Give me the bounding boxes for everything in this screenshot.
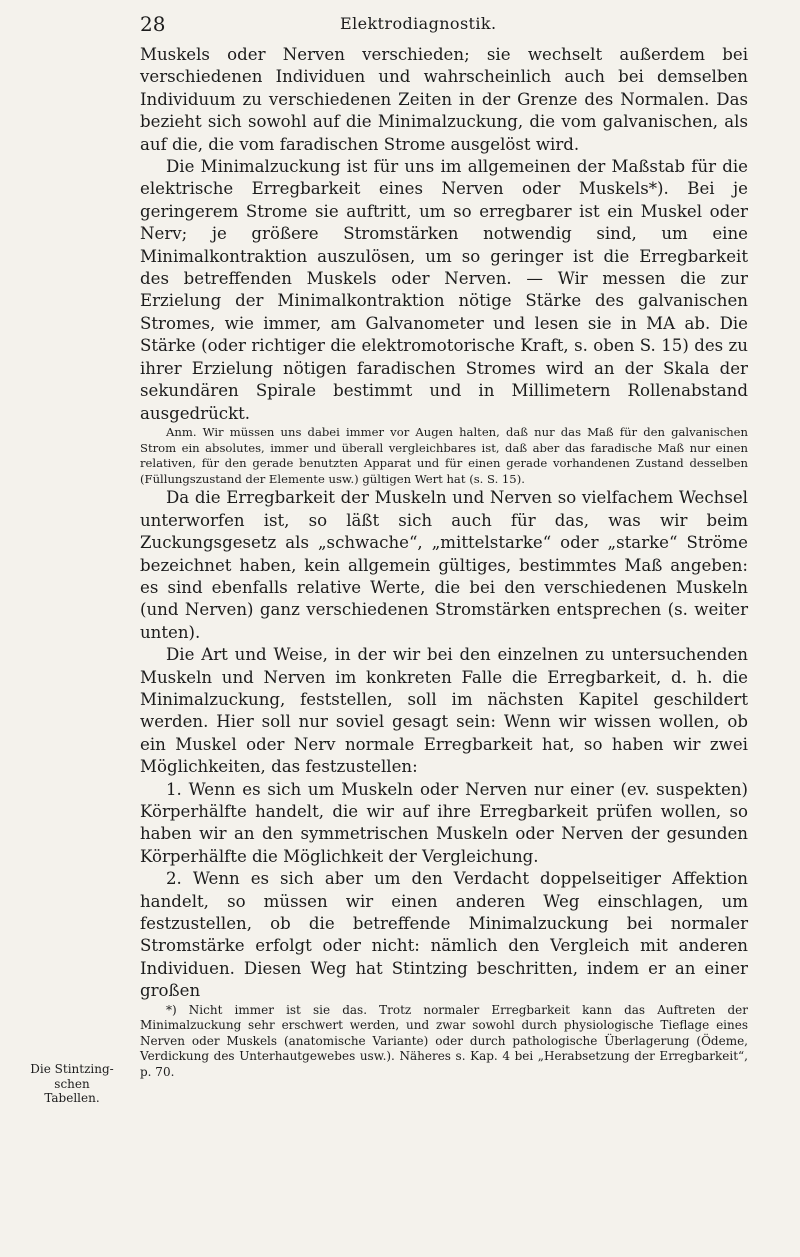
paragraph-2: Die Minimalzuckung ist für uns im allgemeinen der Maßstab für die elektrische Erregbarkeit eines Nerven oder Muskels*). Bei je geringerem Strome sie auftritt, um so erregbarer ist ein Muskel oder Nerv; je größere Stromstärken notwendig sind, um eine Minimalkontraktion auszulösen, um so geringer ist die Erregbarkeit des betreffenden Muskels oder Nerven. — Wir messen die zur Erzielung der Minimalkontraktion nötige Stärke des galvanischen Stromes, wie immer, am Galvanometer und lesen sie in MA ab. Die Stärke (oder richtiger die elektromotorische Kraft, s. oben S. 15) des zu ihrer Erzielung nötigen faradischen Stromes wird an der Skala der sekundären Spirale bestimmt und in Millimetern Rollenabstand ausgedrückt. — [140, 157, 748, 423]
margin-note: Die Stintzing-schen Tabellen. — [30, 1062, 114, 1106]
paragraph-5: 1. Wenn es sich um Muskeln oder Nerven nur einer (ev. suspekten) Körperhälfte handelt, die wir auf ihre Erregbarkeit prüfen wollen, so haben wir an den symmetrischen Muskeln oder Nerven der gesunden Körperhälfte die Möglichkeit der Vergleichung. — [140, 779, 748, 866]
annotation-note: Anm. Wir müssen uns dabei immer vor Augen halten, daß nur das Maß für den galvanischen Strom ein absolutes, immer und überall vergleichbares ist, daß aber das faradische Maß nur einen relativen, für den gerade benutzten Apparat und für einen gerade vorhandenen Zustand desselben (Füllungszustand der Elemente usw.) gültigen Wert hat (s. S. 15). — [140, 424, 748, 486]
paragraph-3: Da die Erregbarkeit der Muskeln und Nerven so vielfachem Wechsel unterworfen ist, so läßt sich auch für das, was wir beim Zuckungsgesetz als „schwache“, „mittelstarke“ oder „starke“ Ströme bezeichnet haben, kein allgemein gültiges, bestimmtes Maß angeben: es sind ebenfalls relative Werte, die bei den verschiedenen Muskeln (und Nerven) ganz verschiedenen Stromstärken entsprechen (s. weiter unten). — [140, 488, 748, 642]
footnote: *) Nicht immer ist sie das. Trotz normaler Erregbarkeit kann das Auftreten der Minimalzuckung sehr erschwert werden, und zwar sowohl durch physiologische Tieflage eines Nerven oder Muskels (anatomische Variante) oder durch pathologische Überlagerung (Ödeme, Verdickung des Unterhautgewebes usw.). Näheres s. Kap. 4 bei „Herabsetzung der Erregbarkeit“, p. 70. — [140, 1002, 748, 1079]
running-title: Elektrodiagnostik. — [340, 14, 497, 33]
main-text — [140, 44, 748, 1080]
paragraph-4: Die Art und Weise, in der wir bei den einzelnen zu untersuchenden Muskeln und Nerven im konkreten Falle die Erregbarkeit, d. h. die Minimalzuckung, feststellen, soll im nächsten Kapitel geschildert werden. Hier soll nur soviel gesagt sein: Wenn wir wissen wollen, ob ein Muskel oder Nerv normale Erregbarkeit hat, so haben wir zwei Möglichkeiten, das festzustellen: — [140, 645, 748, 777]
paragraph-6: 2. Wenn es sich aber um den Verdacht doppelseitiger Affektion handelt, so müssen wir einen anderen Weg einschlagen, um festzustellen, ob die betreffende Minimalzuckung bei normaler Stromstärke erfolgt oder nicht: nämlich den Vergleich mit anderen Individuen. Diesen Weg hat Stintzing beschritten, indem er an einer großen — [140, 869, 748, 1001]
paragraph-1: Muskels oder Nerven verschieden; sie wechselt außerdem bei verschiedenen Individuen und wahrscheinlich auch bei demselben Individuum zu verschiedenen Zeiten in der Grenze des Normalen. Das bezieht sich sowohl auf die Minimalzuckung, die vom galvanischen, als auf die, die vom faradischen Strome ausgelöst wird. — [140, 45, 748, 154]
page-header — [140, 12, 740, 40]
page-number: 28 — [140, 12, 166, 36]
